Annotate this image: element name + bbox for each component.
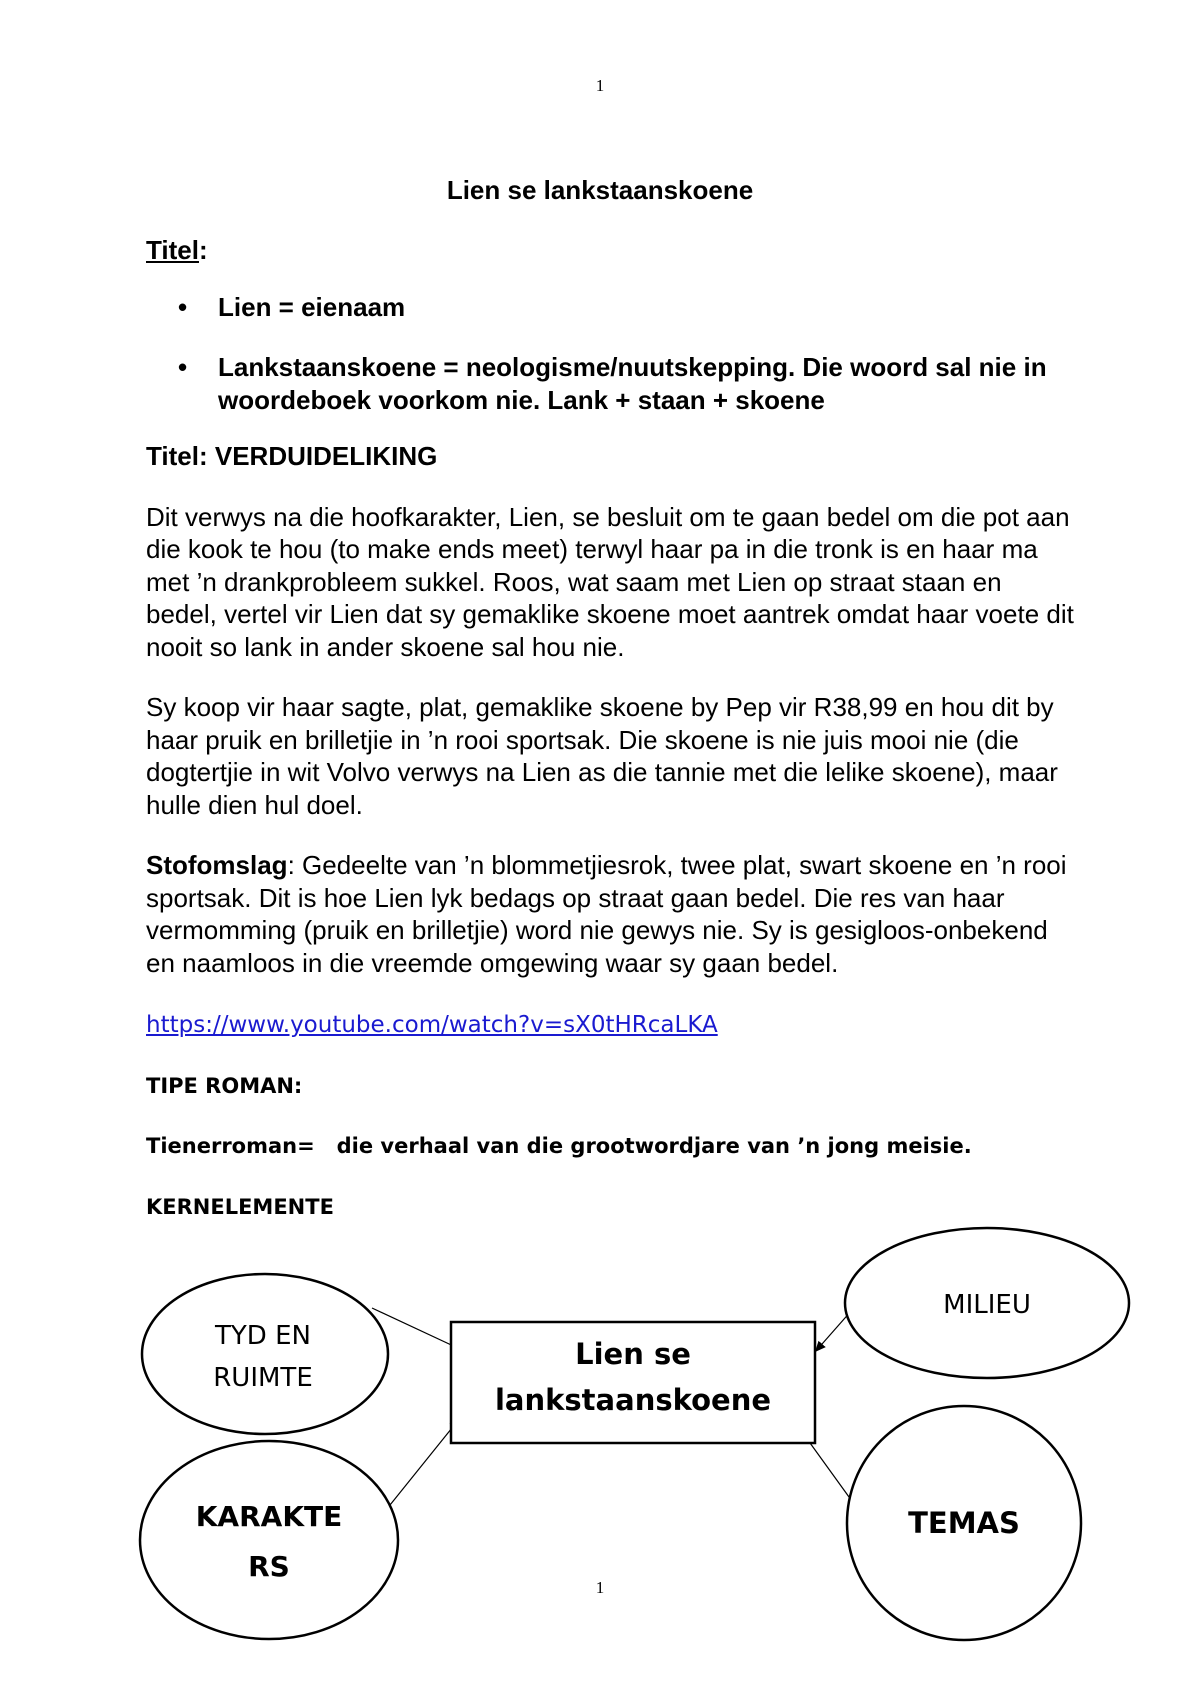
tipe-roman-heading: TIPE ROMAN: xyxy=(146,1073,303,1098)
connector-karakters-to-center xyxy=(390,1418,460,1505)
bullet-text: Lien = eienaam xyxy=(218,291,406,322)
bullet-icon: • xyxy=(178,352,188,382)
stofomslag-label: Stofomslag xyxy=(146,850,288,880)
tyd-en-ruimte-node xyxy=(142,1274,388,1434)
temas-label: TEMAS xyxy=(908,1506,1020,1540)
paragraph-2: Sy koop vir haar sagte, plat, gemaklike skoene by Pep vir R38,99 en hou dit by haar pruik en brilletjie in ’n rooi sportsak. Die skoene is nie juis mooi nie (die dogtertjie in wit Volvo verwys na Lien as die tannie met die lelike skoene), maar hulle dien hul doel. xyxy=(146,692,1058,820)
titel-colon: : xyxy=(198,235,208,265)
document-title: Lien se lankstaanskoene xyxy=(446,175,754,205)
bullet-icon: • xyxy=(178,291,188,322)
karakters-label-line2: RS xyxy=(248,1550,290,1583)
verduideliking-heading: Titel: VERDUIDELIKING xyxy=(146,441,438,471)
youtube-link[interactable]: https://www.youtube.com/watch?v=sX0tHRcaLKA xyxy=(146,1012,718,1038)
tienerroman-text: die verhaal van die grootwordjare van ’n jong meisie. xyxy=(336,1134,972,1158)
kernelemente-heading: KERNELEMENTE xyxy=(146,1194,334,1219)
paragraph-1: Dit verwys na die hoofkarakter, Lien, se besluit om te gaan bedel om die pot aan die kook te hou (to make ends meet) terwyl haar pa in die tronk is en haar ma met ’n drankprobleem sukkel. Roos, wat saam met Lien op straat staan en bedel, vertel vir Lien dat sy gemaklike skoene moet aantrek omdat haar voete dit nooit so lank in ander skoene sal hou nie. xyxy=(146,501,1074,662)
karakters-node xyxy=(140,1441,398,1639)
stofomslag-text: : Gedeelte van ’n blommetjiesrok, twee plat, swart skoene en ’n rooi sportsak. Dit is hoe Lien lyk bedags op straat gaan bedel. Die res van haar vermomming (pruik en brilletjie) word nie gewys nie. Sy is gesigloos-onbekend en naamloos in die vreemde omgewing waar sy gaan bedel. xyxy=(146,850,1067,978)
karakters-label-line1: KARAKTE xyxy=(195,1500,343,1533)
titel-label: Titel xyxy=(146,235,199,265)
tyd-label-line1: TYD EN xyxy=(215,1321,311,1351)
page-number-bottom: 1 xyxy=(595,1578,605,1597)
page-number-top: 1 xyxy=(595,76,605,95)
milieu-label: MILIEU xyxy=(943,1290,1031,1320)
center-label-line1: Lien se xyxy=(575,1337,691,1371)
center-label-line2: lankstaanskoene xyxy=(494,1383,772,1417)
bullet-text: Lankstaanskoene = neologisme/nuutskepping. Die woord sal nie in woordeboek voorkom nie. Lank + staan + skoene xyxy=(218,352,1047,415)
tyd-label-line2: RUIMTE xyxy=(213,1363,313,1393)
tienerroman-label: Tienerroman= xyxy=(146,1134,315,1158)
